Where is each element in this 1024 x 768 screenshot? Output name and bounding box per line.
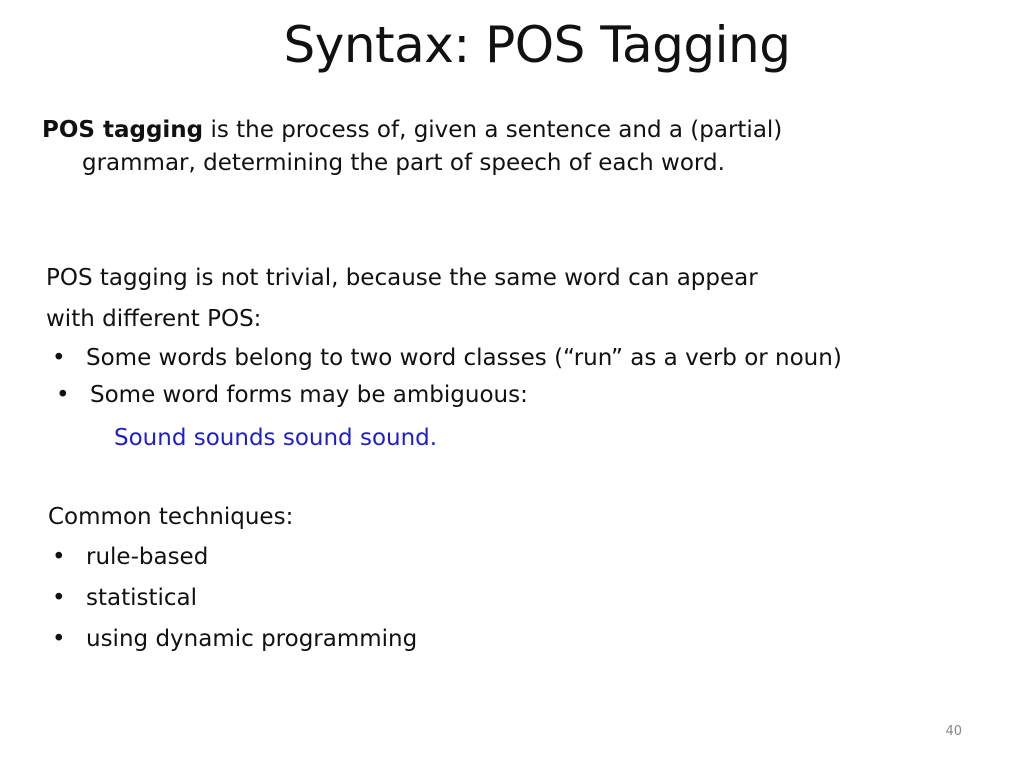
technique-bullet-item bbox=[52, 537, 208, 578]
ambiguity-bullet-item bbox=[56, 375, 528, 416]
bullet-text: rule-based bbox=[86, 544, 209, 570]
bullet-glyph: • bbox=[52, 345, 66, 371]
ambiguity-intro-line1: POS tagging is not trivial, because the same word can appear bbox=[46, 265, 758, 291]
technique-bullet-item bbox=[52, 619, 417, 660]
ambiguity-bullet-item bbox=[52, 338, 842, 379]
bullet-glyph: • bbox=[56, 382, 70, 408]
bullet-glyph: • bbox=[52, 544, 66, 570]
page-number: 40 bbox=[945, 724, 962, 739]
technique-bullet-item bbox=[52, 578, 197, 619]
bullet-glyph: • bbox=[52, 626, 66, 652]
bullet-text: using dynamic programming bbox=[86, 626, 418, 652]
definition-text-line2: grammar, determining the part of speech of each word. bbox=[82, 150, 725, 176]
definition-term: POS tagging bbox=[42, 117, 204, 143]
bullet-text: Some words belong to two word classes (“run” as a verb or noun) bbox=[86, 345, 842, 371]
ambiguous-example-sentence: Sound sounds sound sound. bbox=[114, 425, 438, 451]
definition-paragraph bbox=[42, 114, 922, 180]
techniques-heading: Common techniques: bbox=[48, 504, 294, 530]
bullet-text: statistical bbox=[86, 585, 198, 611]
bullet-text: Some word forms may be ambiguous: bbox=[90, 382, 528, 408]
definition-text-line1: is the process of, given a sentence and a (partial) bbox=[203, 117, 783, 143]
bullet-glyph: • bbox=[52, 585, 66, 611]
slide-title: Syntax: POS Tagging bbox=[283, 16, 791, 74]
ambiguity-intro-line2: with different POS: bbox=[46, 306, 262, 332]
